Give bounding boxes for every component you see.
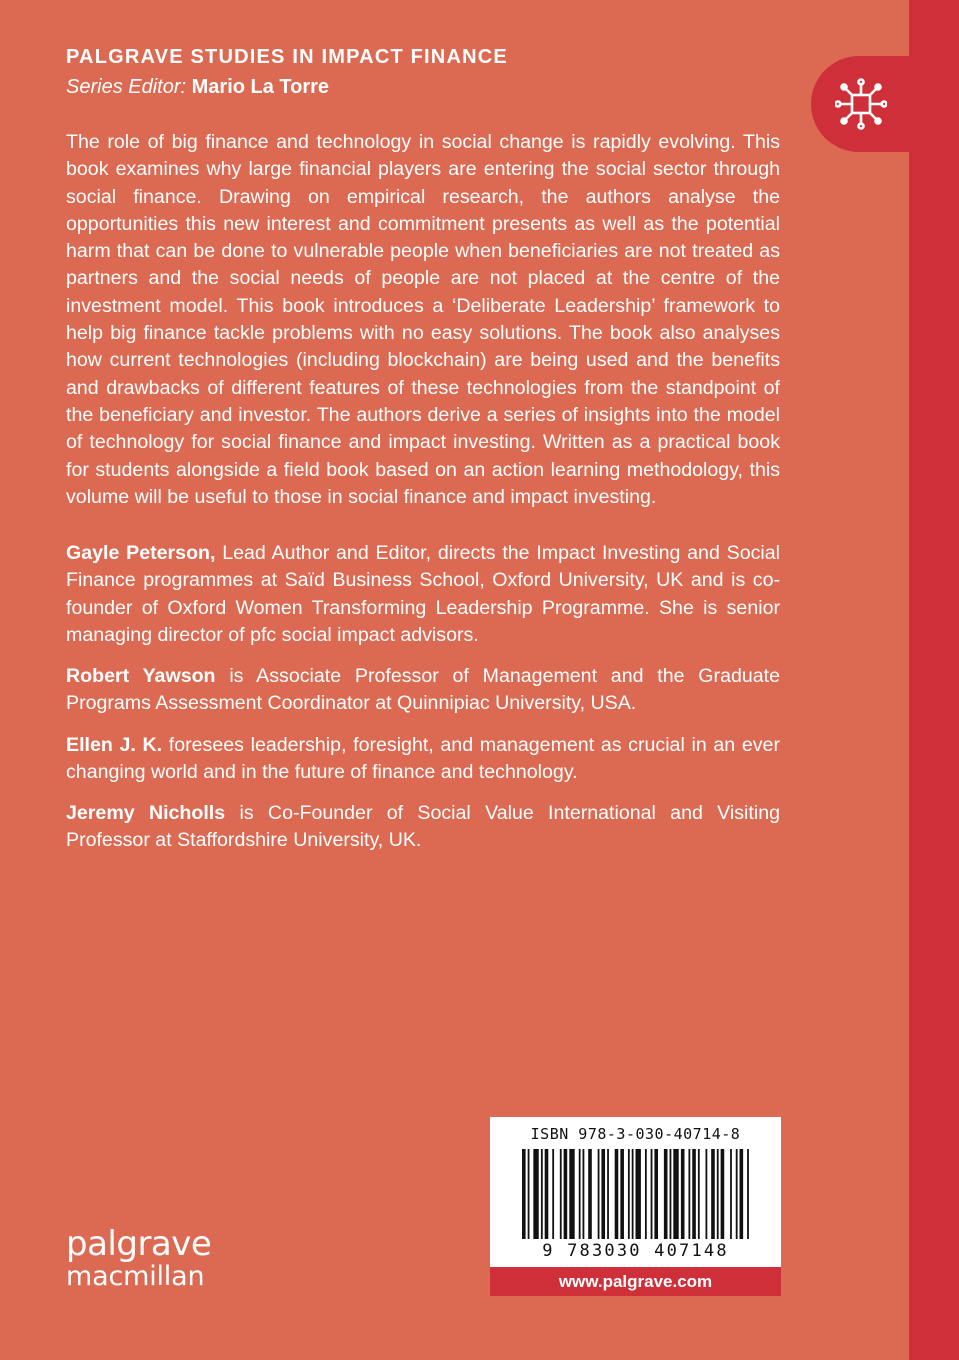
isbn-label: ISBN 978-3-030-40714-8 <box>530 1125 741 1143</box>
series-editor-role: Series Editor: <box>66 76 187 98</box>
author-bio-text: Lead Author and Editor, directs the Impact Investing and Social Finance programmes at Saïd Business School, Oxford University, UK and is co-founder of Oxford Women Transforming Leadership Programme. She is senior managing director of pfc social impact advisors. <box>66 542 780 646</box>
author-name: Jeremy Nicholls <box>66 802 226 824</box>
logo-line-macmillan: macmillan <box>66 1261 205 1292</box>
author-name: Gayle Peterson, <box>66 542 216 564</box>
series-editor-name: Mario La Torre <box>191 76 330 98</box>
series-editor <box>66 76 329 99</box>
palgrave-macmillan-logo <box>66 1226 211 1292</box>
palgrave-emblem-badge <box>811 56 909 152</box>
series-title: PALGRAVE STUDIES IN IMPACT FINANCE <box>66 46 508 68</box>
author-bio-peterson <box>66 540 780 649</box>
spine-strip <box>909 0 959 1360</box>
author-bio-text: foresees leadership, foresight, and management as crucial in an ever changing world and in the future of finance and technology. <box>66 734 780 784</box>
author-bio-text: is Associate Professor of Management and the Graduate Programs Assessment Coordinator at Quinnipiac University, USA. <box>66 665 780 715</box>
palgrave-network-emblem-icon <box>835 78 887 130</box>
author-name: Ellen J. K. <box>66 734 163 756</box>
author-bio-ellen <box>66 732 780 787</box>
barcode-bars <box>522 1149 749 1241</box>
publisher-url[interactable]: www.palgrave.com <box>490 1267 781 1296</box>
author-bio-yawson <box>66 663 780 718</box>
isbn-barcode <box>490 1117 781 1267</box>
author-name: Robert Yawson <box>66 665 216 687</box>
author-bio-text: is Co-Founder of Social Value International and Visiting Professor at Staffordshire University, UK. <box>66 802 780 852</box>
logo-line-palgrave: palgrave <box>66 1224 212 1264</box>
book-description: The role of big finance and technology in social change is rapidly evolving. This book examines why large financial players are entering the social sector through social finance. Drawing on empirical research, the authors analyse the opportunities this new interest and commitment presents as well as the potential harm that can be done to vulnerable people when beneficiaries are not treated as partners and the social needs of people are not placed at the centre of the investment model. This book introduces a ‘Deliberate Leadership’ framework to help big finance tackle problems with no easy solutions. The book also analyses how current technologies (including blockchain) are being used and the benefits and drawbacks of different features of these technologies from the standpoint of the beneficiary and investor. The authors derive a series of insights into the model of technology for social finance and impact investing. Written as a practical book for students alongside a field book based on an action learning methodology, this volume will be useful to those in social finance and impact investing. <box>66 131 780 508</box>
author-bio-nicholls <box>66 800 780 855</box>
barcode-digits: 9 783030 407148 <box>542 1241 729 1261</box>
